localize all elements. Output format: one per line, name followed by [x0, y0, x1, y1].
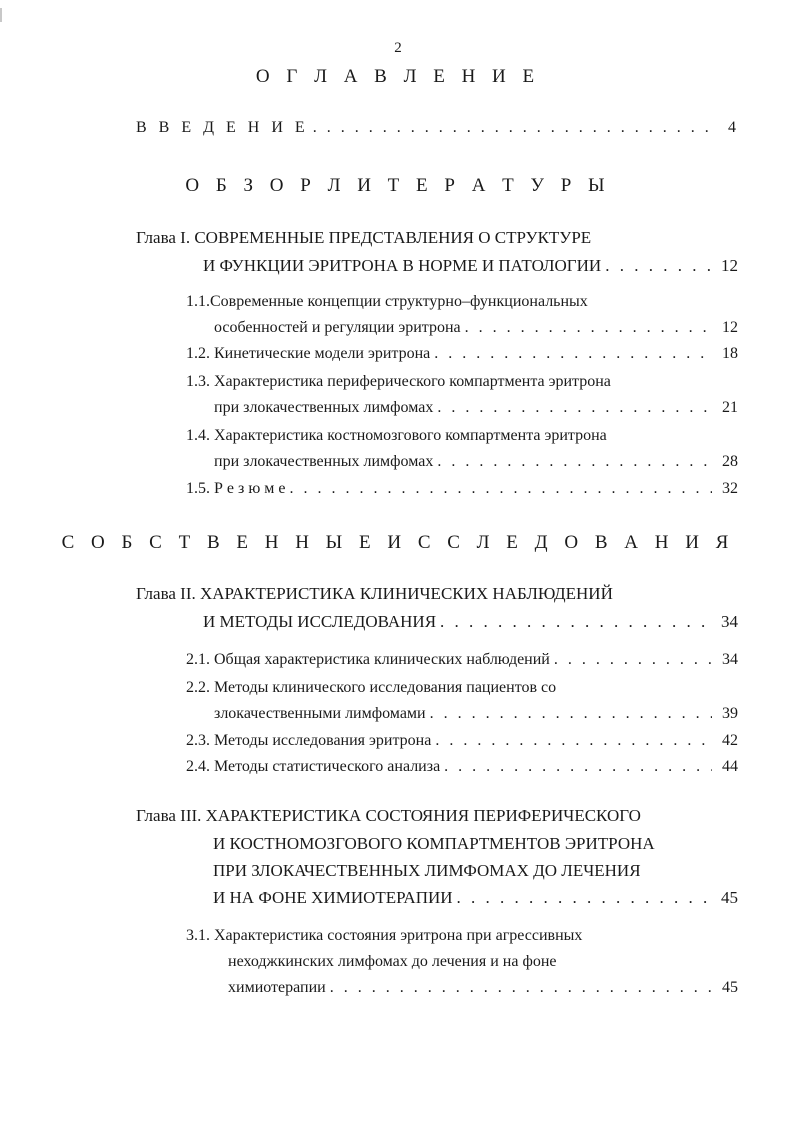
toc-entry-intro[interactable] — [136, 118, 736, 138]
toc-entry-2-2[interactable] — [214, 704, 738, 724]
item-1-3-line2: при злокачественных лимфомах — [214, 399, 434, 416]
chapter-3-title-line2: И КОСТНОМОЗГОВОГО КОМПАРТМЕНТОВ ЭРИТРОНА — [213, 834, 655, 853]
section-heading-literature: О Б З О Р Л И Т Е Р А Т У Р Ы — [185, 175, 611, 196]
toc-entry-2-3[interactable] — [186, 731, 738, 751]
toc-title: О Г Л А В Л Е Н И Е — [255, 66, 541, 87]
dot-leader — [554, 650, 712, 670]
page-ref: 18 — [722, 345, 738, 362]
chapter-1-title-line2: И ФУНКЦИИ ЭРИТРОНА В НОРМЕ И ПАТОЛОГИИ — [203, 256, 602, 275]
chapter-3-title-line4: И НА ФОНЕ ХИМИОТЕРАПИИ — [213, 888, 453, 907]
toc-entry-1-1[interactable] — [214, 318, 738, 338]
chapter-1-title-line1: Глава I. СОВРЕМЕННЫЕ ПРЕДСТАВЛЕНИЯ О СТРУКТУРЕ — [136, 228, 592, 247]
page-ref: 21 — [722, 399, 738, 416]
item-3-1-line1: 3.1. Характеристика состояния эритрона при агрессивных — [186, 927, 583, 944]
page-ref: 45 — [721, 888, 738, 907]
page-ref: 34 — [722, 651, 738, 668]
chapter-3-title-line3: ПРИ ЗЛОКАЧЕСТВЕННЫХ ЛИМФОМАХ ДО ЛЕЧЕНИЯ — [213, 861, 641, 880]
dot-leader — [313, 118, 710, 138]
item-1-1-line2: особенностей и регуляции эритрона — [214, 319, 461, 336]
toc-entry-1-4[interactable] — [214, 452, 738, 472]
dot-leader — [435, 731, 712, 751]
section-heading-research: С О Б С Т В Е Н Н Ы Е И С С Л Е Д О В А Н И Я — [61, 532, 735, 553]
item-2-2-line2: злокачественными лимфомами — [214, 705, 426, 722]
toc-entry-chapter-3[interactable] — [213, 888, 738, 908]
dot-leader — [440, 612, 712, 632]
dot-leader — [465, 318, 712, 338]
page-ref: 45 — [722, 979, 738, 996]
toc-entry-1-2[interactable] — [186, 344, 738, 364]
dot-leader — [437, 398, 712, 418]
item-3-1-line2: неходжкинских лимфомах до лечения и на фоне — [228, 953, 557, 970]
scan-artifact — [0, 8, 2, 22]
dot-leader — [437, 452, 712, 472]
dot-leader — [290, 479, 713, 499]
toc-entry-3-1[interactable] — [228, 978, 738, 998]
dot-leader — [330, 978, 712, 998]
item-1-1-line1: 1.1.Современные концепции структурно–функциональных — [186, 293, 588, 310]
item-2-1-label: 2.1. Общая характеристика клинических наблюдений — [186, 651, 550, 668]
toc-entry-2-1[interactable] — [186, 650, 738, 670]
dot-leader — [434, 344, 712, 364]
page-ref: 32 — [722, 480, 738, 497]
dot-leader — [457, 888, 712, 908]
page-ref: 28 — [722, 453, 738, 470]
toc-entry-2-4[interactable] — [186, 757, 738, 777]
chapter-3-title-line1: Глава III. ХАРАКТЕРИСТИКА СОСТОЯНИЯ ПЕРИФЕРИЧЕСКОГО — [136, 806, 641, 825]
item-1-2-label: 1.2. Кинетические модели эритрона — [186, 345, 431, 362]
item-1-4-line1: 1.4. Характеристика костномозгового компартмента эритрона — [186, 427, 607, 444]
item-2-3-label: 2.3. Методы исследования эритрона — [186, 732, 432, 749]
page-ref: 4 — [728, 119, 736, 136]
intro-label: В В Е Д Е Н И Е — [136, 119, 309, 136]
dot-leader — [444, 757, 712, 777]
item-1-5-label: 1.5. Р е з ю м е — [186, 480, 286, 497]
page-number: 2 — [394, 40, 402, 56]
chapter-2-title-line1: Глава II. ХАРАКТЕРИСТИКА КЛИНИЧЕСКИХ НАБЛЮДЕНИЙ — [136, 584, 613, 603]
item-1-3-line1: 1.3. Характеристика периферического компартмента эритрона — [186, 373, 611, 390]
page-ref: 44 — [722, 758, 738, 775]
item-3-1-line3: химиотерапии — [228, 979, 326, 996]
page-ref: 42 — [722, 732, 738, 749]
dot-leader — [605, 256, 712, 276]
toc-entry-chapter-2[interactable] — [203, 612, 738, 632]
page-ref: 34 — [721, 612, 738, 631]
toc-entry-1-3[interactable] — [214, 398, 738, 418]
toc-entry-1-5[interactable] — [186, 479, 738, 499]
dot-leader — [430, 704, 712, 724]
page-ref: 39 — [722, 705, 738, 722]
chapter-2-title-line2: И МЕТОДЫ ИССЛЕДОВАНИЯ — [203, 612, 437, 631]
page-ref: 12 — [721, 256, 738, 275]
item-2-4-label: 2.4. Методы статистического анализа — [186, 758, 441, 775]
item-2-2-line1: 2.2. Методы клинического исследования пациентов со — [186, 679, 557, 696]
toc-entry-chapter-1[interactable] — [203, 256, 738, 276]
page-ref: 12 — [722, 319, 738, 336]
item-1-4-line2: при злокачественных лимфомах — [214, 453, 434, 470]
